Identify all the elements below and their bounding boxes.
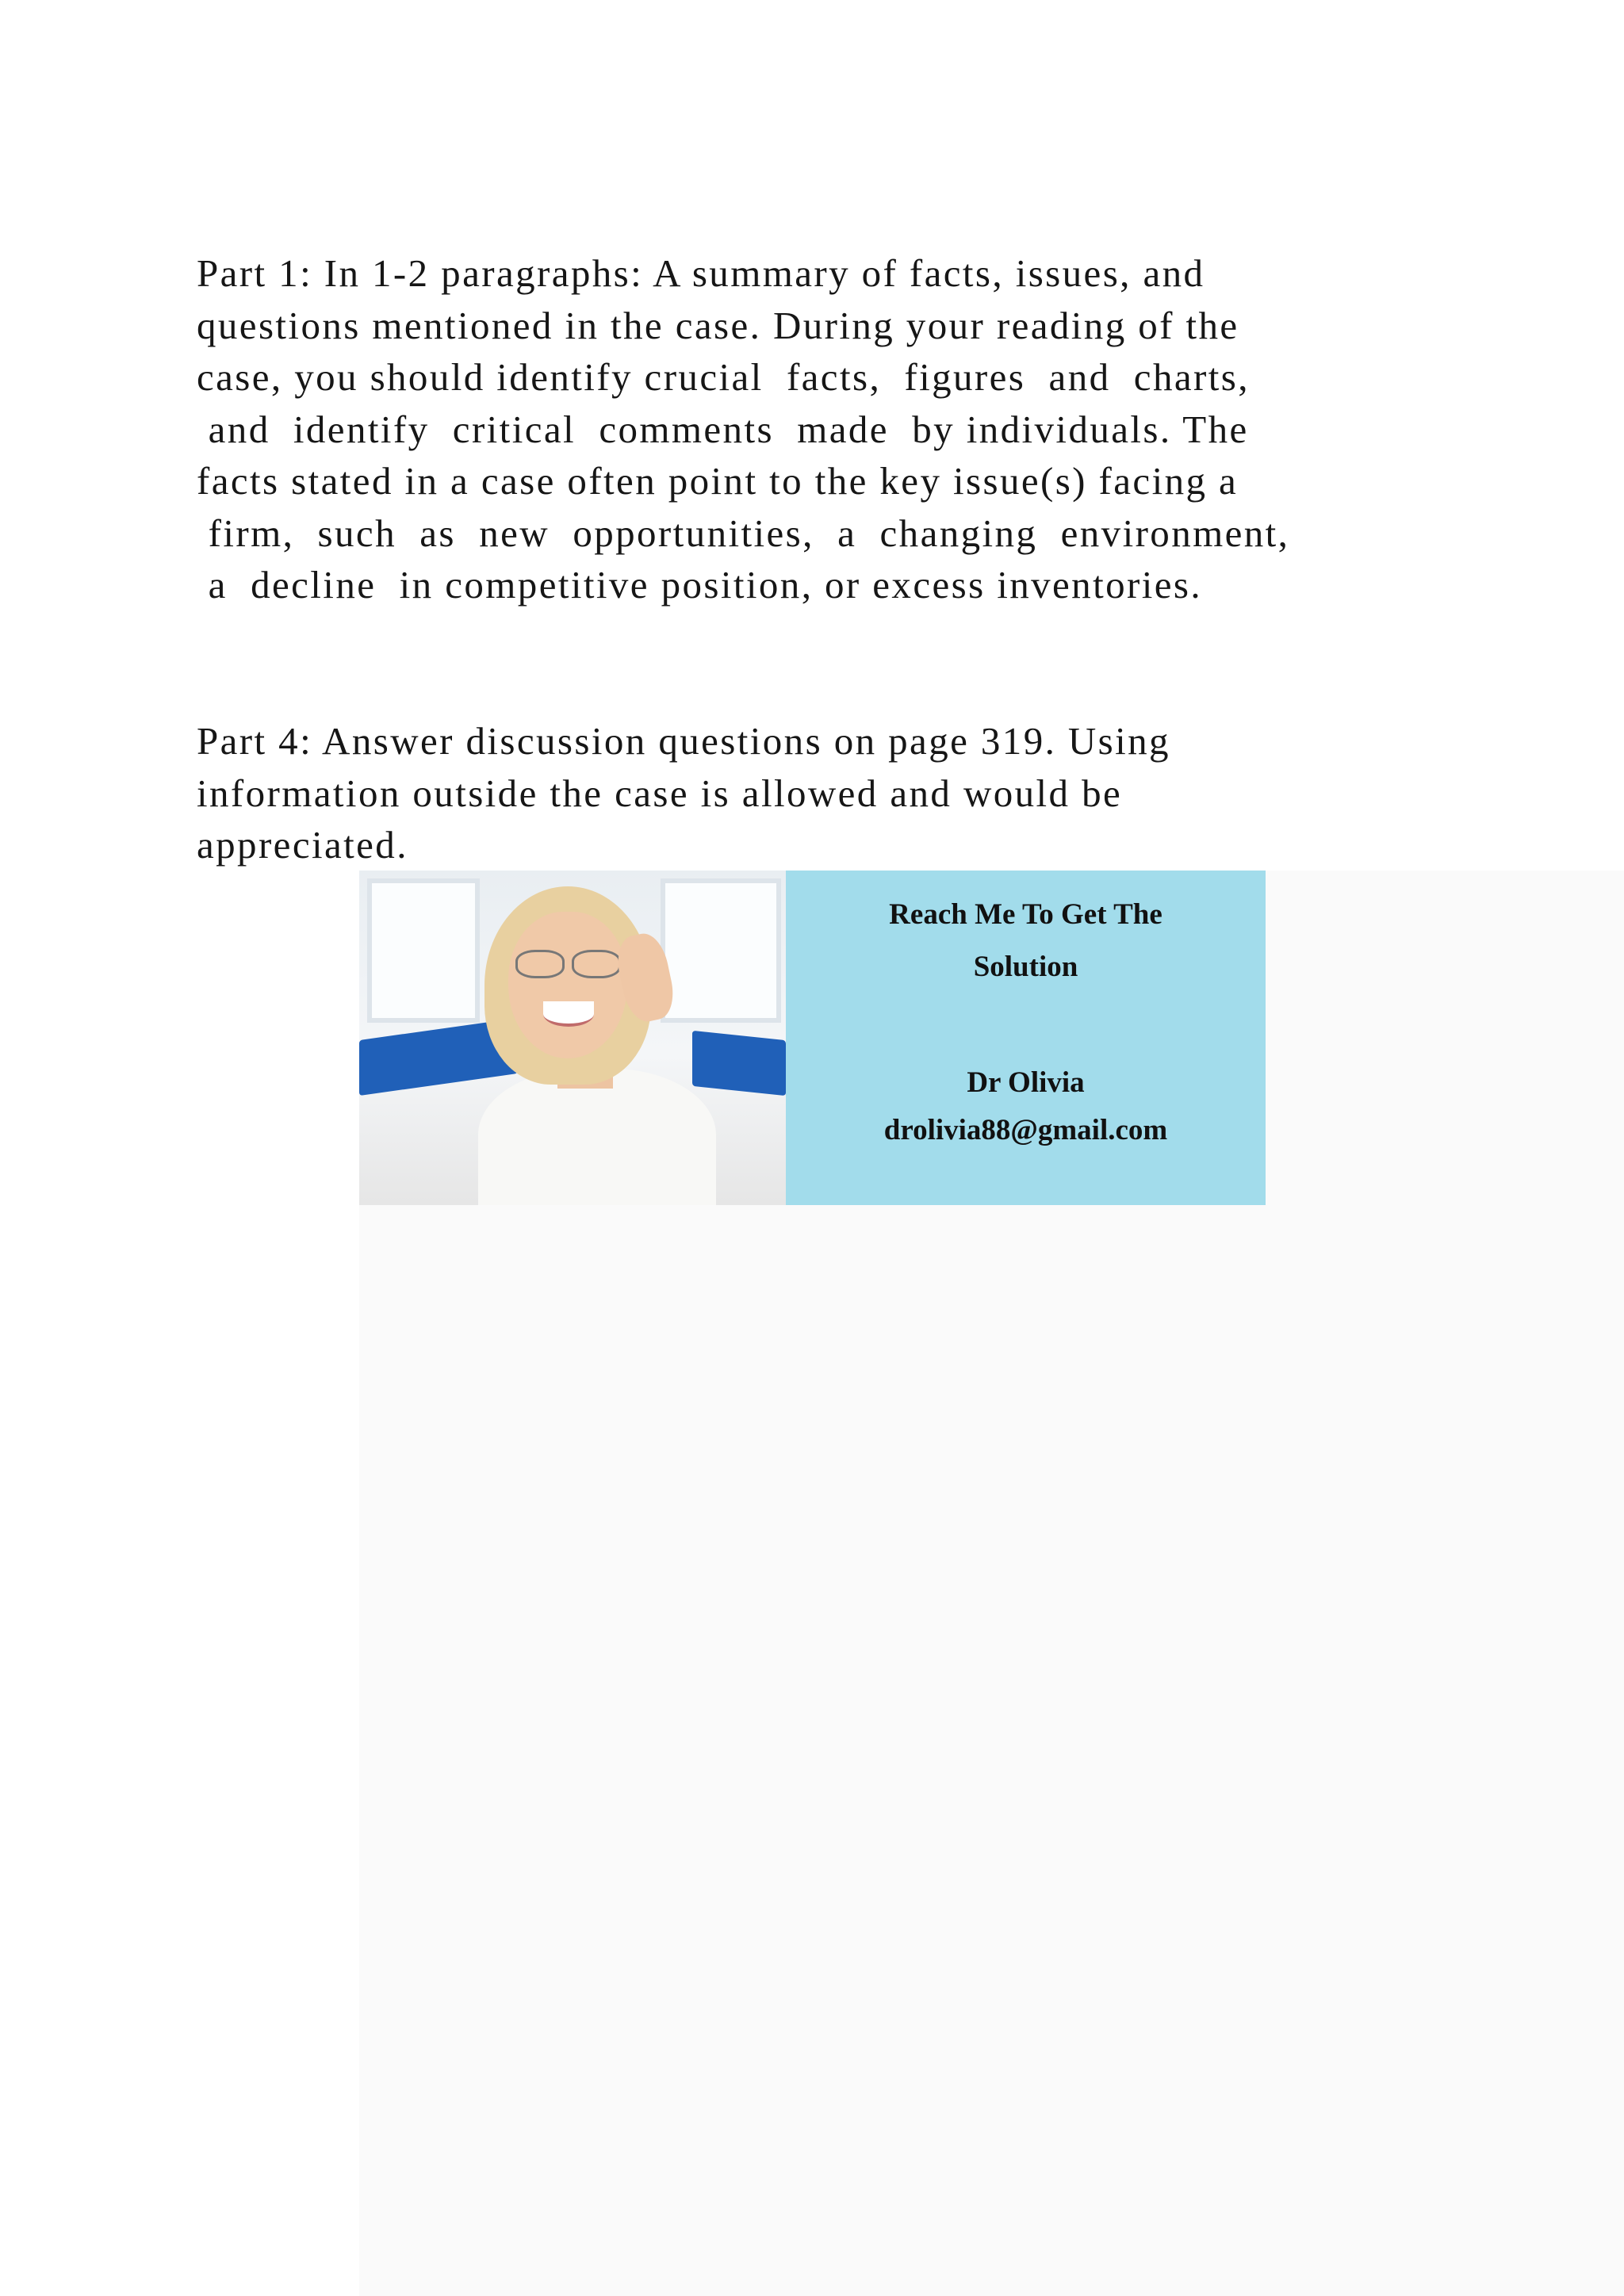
part1-line: facts stated in a case often point to the key issue(s) facing a <box>197 459 1239 503</box>
part4-line: appreciated. <box>197 823 408 867</box>
blouse <box>478 1069 716 1205</box>
part1-line: Part 1: In 1-2 paragraphs: A summary of facts, issues, and <box>197 251 1205 295</box>
part1-paragraph <box>197 247 1434 611</box>
part1-line: questions mentioned in the case. During your reading of the <box>197 303 1239 347</box>
window-decoration <box>661 878 781 1023</box>
contact-card <box>786 871 1266 1205</box>
window-decoration <box>367 878 480 1023</box>
glasses-right <box>572 950 621 978</box>
card-heading-line2: Solution <box>973 951 1078 983</box>
part4-line: Part 4: Answer discussion questions on page 319. Using <box>197 719 1170 763</box>
chair-right <box>692 1031 786 1096</box>
part4-line: information outside the case is allowed and would be <box>197 771 1123 815</box>
part1-line: and identify critical comments made by individuals. The <box>197 407 1249 451</box>
card-heading-line1: Reach Me To Get The <box>889 898 1162 931</box>
part1-line: case, you should identify crucial facts, figures and charts, <box>197 355 1250 399</box>
smile <box>543 1001 594 1027</box>
part4-paragraph <box>197 715 1434 871</box>
woman-photo <box>359 871 786 1205</box>
contact-banner <box>359 871 1266 1205</box>
part1-line: a decline in competitive position, or excess inventories. <box>197 563 1202 607</box>
contact-name: Dr Olivia <box>967 1066 1085 1099</box>
contact-email: drolivia88@gmail.com <box>883 1114 1168 1146</box>
face <box>508 912 627 1058</box>
part1-line: firm, such as new opportunities, a changing environment, <box>197 511 1290 555</box>
glasses-left <box>515 950 565 978</box>
